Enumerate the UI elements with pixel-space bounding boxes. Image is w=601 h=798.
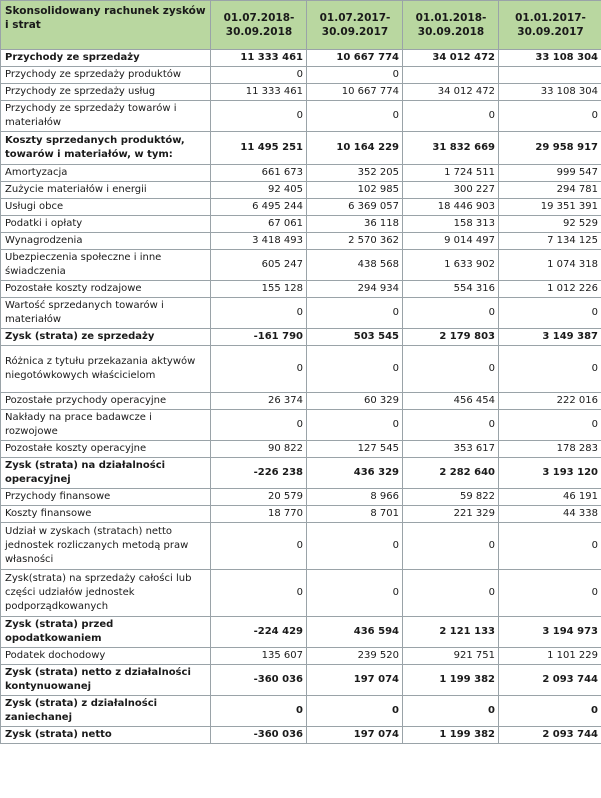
- table-header-row: [1, 1, 601, 50]
- row-value: 92 529: [499, 216, 601, 233]
- row-value: 11 333 461: [211, 50, 307, 67]
- table-row: [1, 182, 601, 199]
- row-value: 1 199 382: [403, 727, 499, 744]
- row-value: 127 545: [307, 441, 403, 458]
- row-value: 36 118: [307, 216, 403, 233]
- row-label: Zysk(strata) na sprzedaży całości lub części udziałów jednostek podporządkowanych: [1, 570, 211, 617]
- row-label: Zysk (strata) ze sprzedaży: [1, 329, 211, 346]
- table-row: [1, 67, 601, 84]
- row-value: 0: [211, 346, 307, 393]
- row-value: 26 374: [211, 393, 307, 410]
- row-value: 11 495 251: [211, 132, 307, 165]
- row-label: Amortyzacja: [1, 165, 211, 182]
- row-value: 999 547: [499, 165, 601, 182]
- table-row: [1, 101, 601, 132]
- table-row: [1, 489, 601, 506]
- row-value: 921 751: [403, 648, 499, 665]
- row-value: 0: [403, 101, 499, 132]
- row-value: 0: [403, 523, 499, 570]
- row-value: 436 594: [307, 617, 403, 648]
- row-value: 1 199 382: [403, 665, 499, 696]
- row-label: Zysk (strata) z działalności zaniechanej: [1, 696, 211, 727]
- row-value: 18 770: [211, 506, 307, 523]
- row-value: 0: [403, 696, 499, 727]
- row-label: Wynagrodzenia: [1, 233, 211, 250]
- table-row: [1, 523, 601, 570]
- row-value: 0: [307, 101, 403, 132]
- row-value: [499, 67, 601, 84]
- row-value: 155 128: [211, 281, 307, 298]
- row-value: -226 238: [211, 458, 307, 489]
- row-value: 2 093 744: [499, 665, 601, 696]
- row-value: 102 985: [307, 182, 403, 199]
- row-value: 221 329: [403, 506, 499, 523]
- row-value: 0: [499, 696, 601, 727]
- row-label: Pozostałe koszty rodzajowe: [1, 281, 211, 298]
- row-value: 8 701: [307, 506, 403, 523]
- row-value: 0: [307, 67, 403, 84]
- row-value: 60 329: [307, 393, 403, 410]
- table-row: [1, 132, 601, 165]
- row-value: 1 074 318: [499, 250, 601, 281]
- row-value: 438 568: [307, 250, 403, 281]
- table-row: [1, 458, 601, 489]
- row-value: -360 036: [211, 665, 307, 696]
- row-value: 0: [307, 570, 403, 617]
- row-value: 33 108 304: [499, 50, 601, 67]
- row-value: 661 673: [211, 165, 307, 182]
- row-value: 1 633 902: [403, 250, 499, 281]
- row-value: -360 036: [211, 727, 307, 744]
- row-value: 1 012 226: [499, 281, 601, 298]
- row-value: 239 520: [307, 648, 403, 665]
- row-label: Usługi obce: [1, 199, 211, 216]
- row-value: 20 579: [211, 489, 307, 506]
- row-label: Podatek dochodowy: [1, 648, 211, 665]
- row-value: 3 193 120: [499, 458, 601, 489]
- row-value: 2 121 133: [403, 617, 499, 648]
- row-label: Przychody ze sprzedaży produktów: [1, 67, 211, 84]
- row-label: Zysk (strata) przed opodatkowaniem: [1, 617, 211, 648]
- row-label: Zysk (strata) netto: [1, 727, 211, 744]
- row-label: Koszty finansowe: [1, 506, 211, 523]
- table-row: [1, 346, 601, 393]
- row-value: 31 832 669: [403, 132, 499, 165]
- row-value: 436 329: [307, 458, 403, 489]
- row-label: Przychody ze sprzedaży usług: [1, 84, 211, 101]
- table-row: [1, 441, 601, 458]
- period-header: 01.01.2017-30.09.2017: [499, 1, 601, 50]
- row-value: 353 617: [403, 441, 499, 458]
- row-value: 0: [499, 570, 601, 617]
- row-label: Podatki i opłaty: [1, 216, 211, 233]
- row-value: 0: [499, 101, 601, 132]
- row-value: 300 227: [403, 182, 499, 199]
- row-value: 554 316: [403, 281, 499, 298]
- table-row: [1, 298, 601, 329]
- row-value: 44 338: [499, 506, 601, 523]
- row-value: 3 418 493: [211, 233, 307, 250]
- row-value: 3 149 387: [499, 329, 601, 346]
- row-label: Przychody ze sprzedaży towarów i materiałów: [1, 101, 211, 132]
- row-label: Różnica z tytułu przekazania aktywów niegotówkowych właścicielom: [1, 346, 211, 393]
- row-value: 0: [403, 298, 499, 329]
- table-row: [1, 84, 601, 101]
- row-value: 0: [403, 346, 499, 393]
- table-row: [1, 570, 601, 617]
- row-value: 605 247: [211, 250, 307, 281]
- row-value: 503 545: [307, 329, 403, 346]
- row-value: 6 495 244: [211, 199, 307, 216]
- row-value: 178 283: [499, 441, 601, 458]
- table-row: [1, 410, 601, 441]
- row-value: 0: [211, 696, 307, 727]
- row-value: 0: [211, 410, 307, 441]
- table-row: [1, 696, 601, 727]
- row-label: Udział w zyskach (stratach) netto jednostek rozliczanych metodą praw własności: [1, 523, 211, 570]
- row-value: 0: [403, 410, 499, 441]
- row-value: 29 958 917: [499, 132, 601, 165]
- row-value: 0: [499, 298, 601, 329]
- period-header: 01.01.2018-30.09.2018: [403, 1, 499, 50]
- row-value: 19 351 391: [499, 199, 601, 216]
- row-value: 90 822: [211, 441, 307, 458]
- row-value: 2 179 803: [403, 329, 499, 346]
- table-row: [1, 506, 601, 523]
- row-value: 0: [307, 346, 403, 393]
- row-value: 197 074: [307, 727, 403, 744]
- table-row: [1, 281, 601, 298]
- row-label: Przychody finansowe: [1, 489, 211, 506]
- row-value: 59 822: [403, 489, 499, 506]
- row-value: 0: [211, 298, 307, 329]
- row-value: 9 014 497: [403, 233, 499, 250]
- row-value: 0: [307, 410, 403, 441]
- table-row: [1, 393, 601, 410]
- row-value: 46 191: [499, 489, 601, 506]
- row-label: Pozostałe koszty operacyjne: [1, 441, 211, 458]
- row-value: 10 667 774: [307, 50, 403, 67]
- table-title: Skonsolidowany rachunek zysków i strat: [1, 1, 211, 50]
- period-header: 01.07.2017-30.09.2017: [307, 1, 403, 50]
- row-value: 92 405: [211, 182, 307, 199]
- row-label: Ubezpieczenia społeczne i inne świadczenia: [1, 250, 211, 281]
- row-value: 0: [307, 523, 403, 570]
- row-label: Wartość sprzedanych towarów i materiałów: [1, 298, 211, 329]
- table-row: [1, 199, 601, 216]
- row-value: 135 607: [211, 648, 307, 665]
- table-row: [1, 216, 601, 233]
- row-value: 67 061: [211, 216, 307, 233]
- table-row: [1, 50, 601, 67]
- table-row: [1, 648, 601, 665]
- row-value: 3 194 973: [499, 617, 601, 648]
- row-value: 197 074: [307, 665, 403, 696]
- row-value: 2 282 640: [403, 458, 499, 489]
- row-value: 6 369 057: [307, 199, 403, 216]
- row-value: 2 570 362: [307, 233, 403, 250]
- row-value: 34 012 472: [403, 50, 499, 67]
- row-value: 2 093 744: [499, 727, 601, 744]
- row-label: Zysk (strata) na działalności operacyjnej: [1, 458, 211, 489]
- row-value: 0: [211, 101, 307, 132]
- row-value: 222 016: [499, 393, 601, 410]
- row-value: 0: [499, 523, 601, 570]
- row-value: 11 333 461: [211, 84, 307, 101]
- table-row: [1, 617, 601, 648]
- row-value: 456 454: [403, 393, 499, 410]
- row-value: 294 781: [499, 182, 601, 199]
- row-value: 0: [307, 696, 403, 727]
- row-value: 352 205: [307, 165, 403, 182]
- row-value: 10 164 229: [307, 132, 403, 165]
- row-label: Nakłady na prace badawcze i rozwojowe: [1, 410, 211, 441]
- row-value: -161 790: [211, 329, 307, 346]
- row-value: 0: [499, 346, 601, 393]
- row-label: Przychody ze sprzedaży: [1, 50, 211, 67]
- row-value: 1 101 229: [499, 648, 601, 665]
- row-label: Zysk (strata) netto z działalności kontynuowanej: [1, 665, 211, 696]
- row-value: 1 724 511: [403, 165, 499, 182]
- row-value: 8 966: [307, 489, 403, 506]
- row-value: 0: [211, 67, 307, 84]
- row-value: 18 446 903: [403, 199, 499, 216]
- table-body: [1, 50, 601, 744]
- table-row: [1, 665, 601, 696]
- table-row: [1, 329, 601, 346]
- row-value: 10 667 774: [307, 84, 403, 101]
- row-value: 34 012 472: [403, 84, 499, 101]
- table-row: [1, 233, 601, 250]
- row-value: 33 108 304: [499, 84, 601, 101]
- table-row: [1, 165, 601, 182]
- table-row: [1, 250, 601, 281]
- row-value: 294 934: [307, 281, 403, 298]
- row-value: [403, 67, 499, 84]
- period-header: 01.07.2018-30.09.2018: [211, 1, 307, 50]
- row-value: 0: [211, 523, 307, 570]
- row-label: Koszty sprzedanych produktów, towarów i materiałów, w tym:: [1, 132, 211, 165]
- row-value: 0: [403, 570, 499, 617]
- row-value: 7 134 125: [499, 233, 601, 250]
- row-value: 0: [499, 410, 601, 441]
- table-row: [1, 727, 601, 744]
- row-value: -224 429: [211, 617, 307, 648]
- row-label: Pozostałe przychody operacyjne: [1, 393, 211, 410]
- row-value: 0: [307, 298, 403, 329]
- row-value: 158 313: [403, 216, 499, 233]
- row-value: 0: [211, 570, 307, 617]
- row-label: Zużycie materiałów i energii: [1, 182, 211, 199]
